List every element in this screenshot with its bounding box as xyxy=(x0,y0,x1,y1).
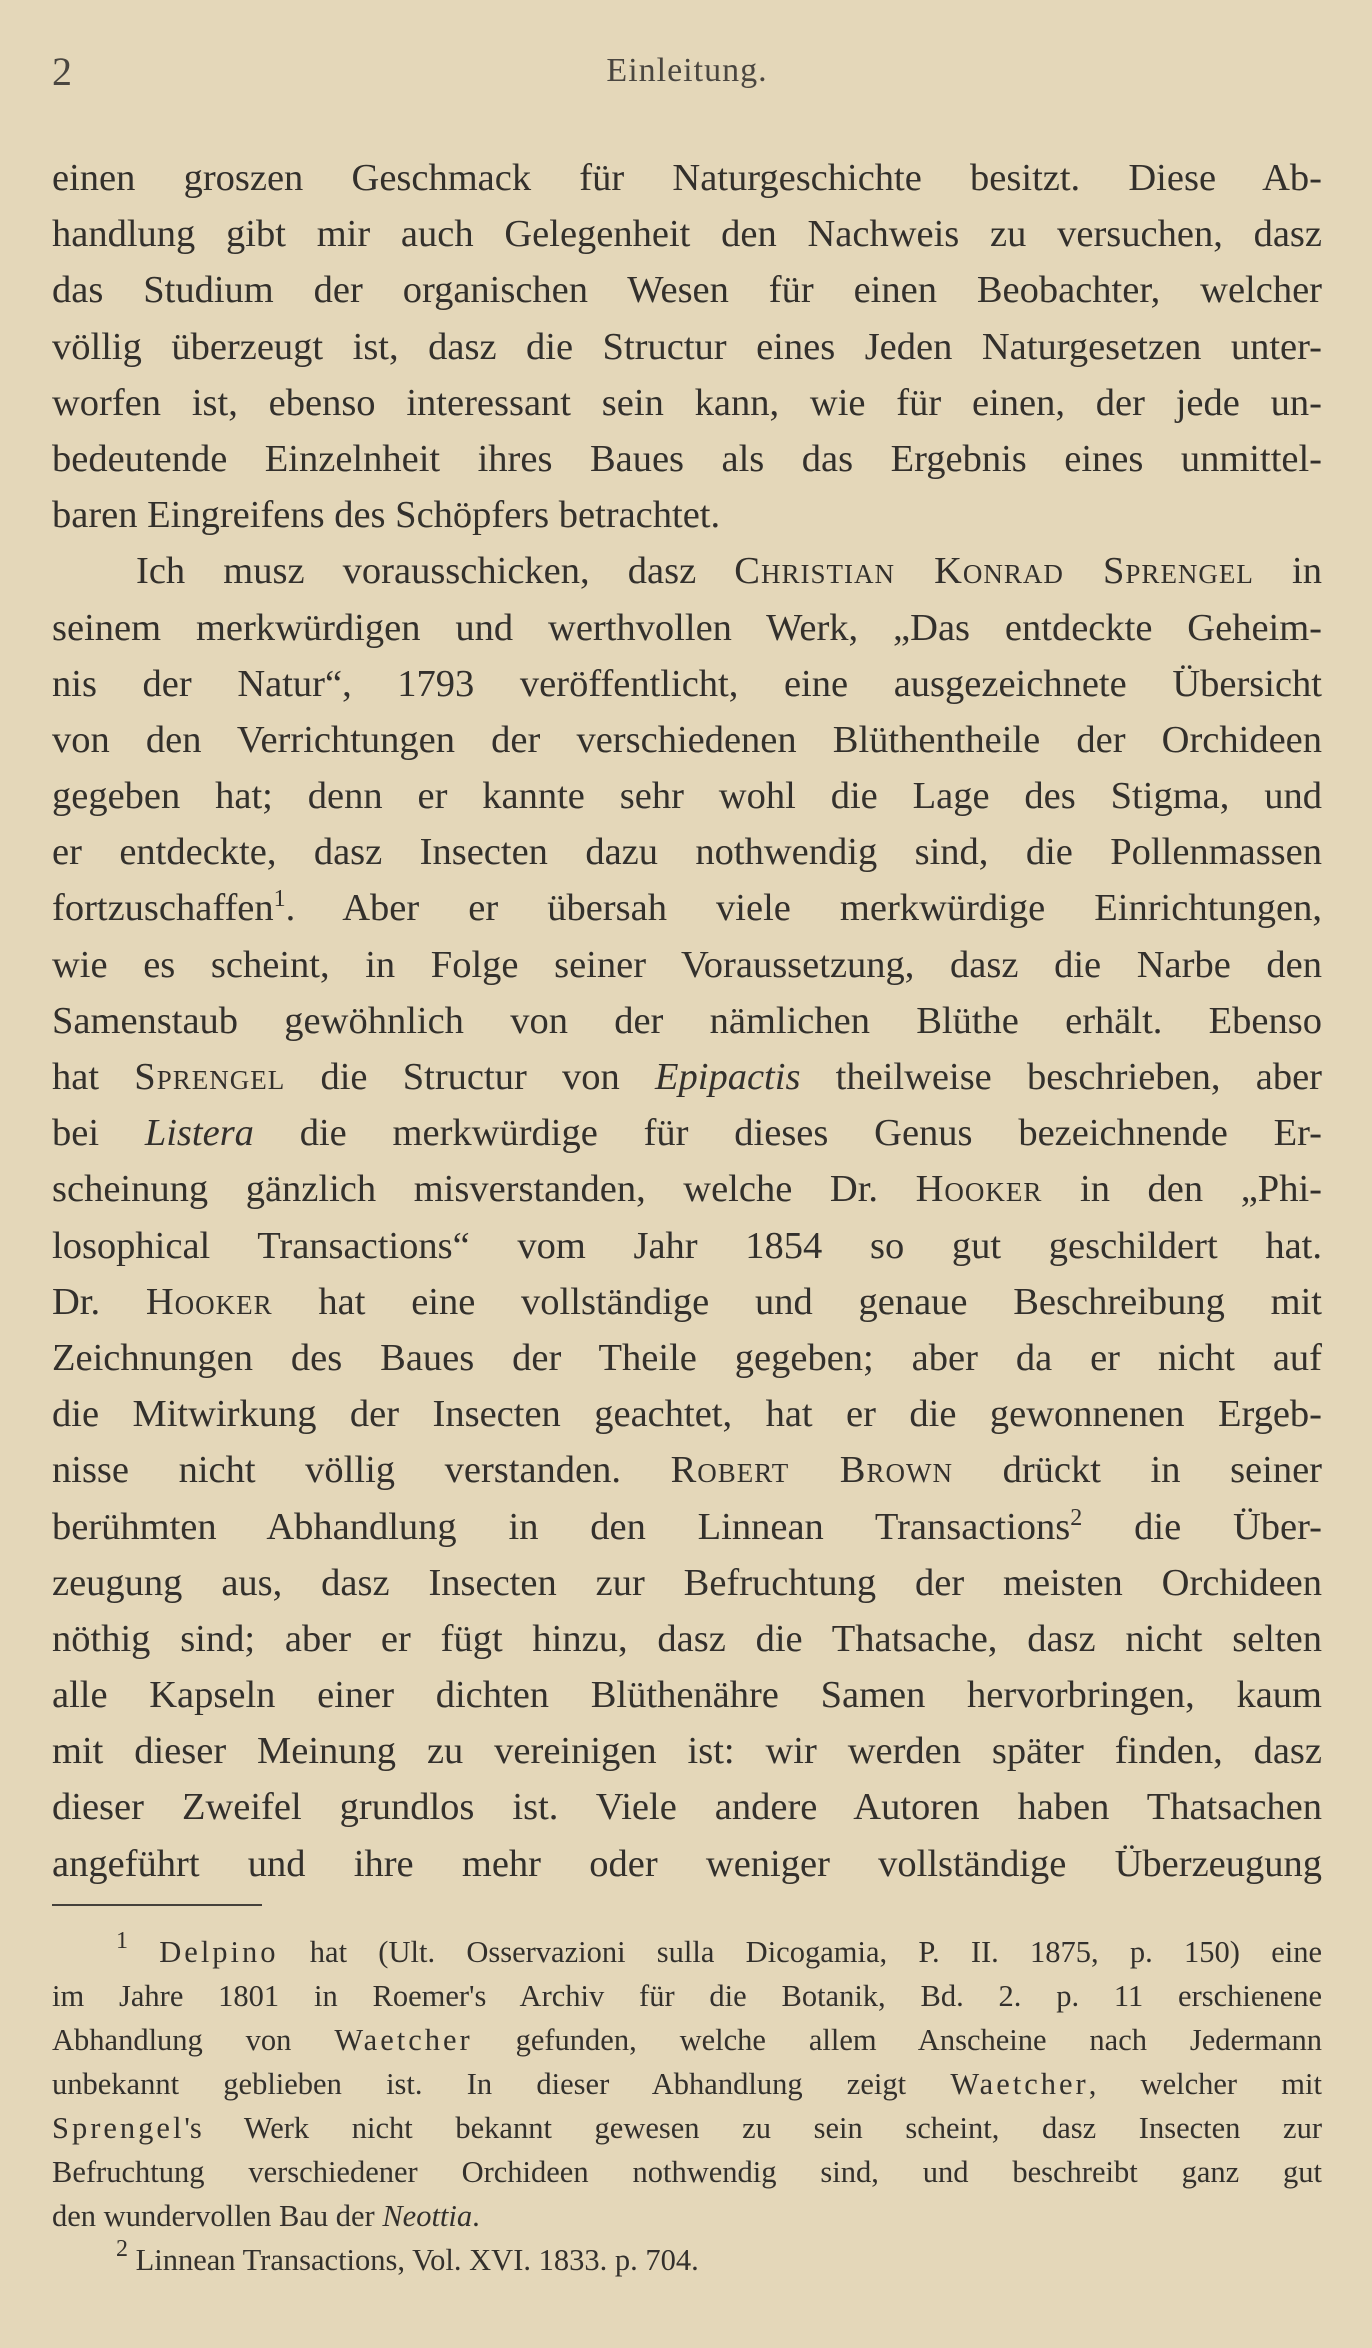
text-line: angeführt und ihre mehr oder weniger vollständige Überzeugung xyxy=(52,1842,1322,1885)
text-line: die Mitwirkung der Insecten geachtet, hat er die gewonnenen Ergeb- xyxy=(52,1393,1322,1436)
text-line xyxy=(52,1499,1322,1555)
text-line: dieser Zweifel grundlos ist. Viele andere Autoren haben Thatsachen xyxy=(52,1786,1322,1829)
text-line: alle Kapseln einer dichten Blüthenähre Samen hervorbringen, kaum xyxy=(52,1674,1322,1717)
text-run: gefunden, welche allem Anscheine nach Jedermann xyxy=(472,2023,1322,2057)
text-run: , welcher mit xyxy=(1088,2067,1322,2101)
text-run: . xyxy=(472,2199,480,2233)
footnotes xyxy=(52,1930,1322,2282)
footnote-marker: 2 xyxy=(116,2236,128,2262)
text-run: hat eine vollständige und genaue Beschreibung mit xyxy=(272,1280,1323,1323)
text-run: . Aber er übersah viele merkwürdige Einrichtungen, xyxy=(285,887,1322,930)
text-line: gegeben hat; denn er kannte sehr wohl die Lage des Stigma, und xyxy=(52,775,1322,818)
text-line: handlung gibt mir auch Gelegenheit den Nachweis zu versuchen, dasz xyxy=(52,213,1322,256)
author-name: Hooker xyxy=(915,1168,1043,1211)
text-run: Ich musz vorausschicken, dasz xyxy=(136,550,735,593)
text-line: Samenstaub gewöhnlich von der nämlichen Blüthe erhält. Ebenso xyxy=(52,999,1322,1042)
footnote-line: Befruchtung verschiedener Orchideen nothwendig sind, und beschreibt ganz gut xyxy=(52,2155,1322,2189)
text-line: worfen ist, ebenso interessant sein kann, wie für einen, der jede un- xyxy=(52,381,1322,424)
text-run: theilweise beschrieben, aber xyxy=(800,1056,1322,1098)
genus-name: Listera xyxy=(144,1112,254,1155)
main-text xyxy=(52,150,1322,1892)
text-line xyxy=(52,880,1322,936)
text-line: mit dieser Meinung zu vereinigen ist: wir werden später finden, dasz xyxy=(52,1730,1322,1773)
text-run: berühmten Abhandlung in den Linnean Transactions xyxy=(52,1505,1071,1548)
running-head xyxy=(52,48,1322,98)
text-run: hat xyxy=(52,1056,135,1098)
text-run: fortzuschaffen xyxy=(52,887,274,930)
text-line: nis der Natur“, 1793 veröffentlicht, eine ausgezeichnete Übersicht xyxy=(52,662,1322,705)
footnote-line xyxy=(52,2018,1322,2062)
text-line: das Studium der organischen Wesen für einen Beobachter, welcher xyxy=(52,269,1322,312)
text-line xyxy=(52,1049,1322,1105)
text-line: Zeichnungen des Baues der Theile gegeben; aber da er nicht auf xyxy=(52,1336,1322,1379)
footnote-divider xyxy=(52,1904,262,1906)
text-run: die Über- xyxy=(1082,1505,1322,1548)
text-line xyxy=(52,1442,1322,1498)
text-run: die Structur von xyxy=(285,1056,655,1098)
footnote-marker: 1 xyxy=(116,1928,128,1954)
text-line: wie es scheint, in Folge seiner Voraussetzung, dasz die Narbe den xyxy=(52,943,1322,986)
author-name: Christian Konrad Sprengel xyxy=(734,550,1254,593)
author-name: Hooker xyxy=(145,1280,273,1323)
footnote-line xyxy=(52,2062,1322,2106)
footnote-line: im Jahre 1801 in Roemer's Archiv für die Botanik, Bd. 2. p. 11 erschienene xyxy=(52,1979,1322,2013)
text-line: von den Verrichtungen der verschiedenen Blüthentheile der Orchideen xyxy=(52,718,1322,761)
footnote-1 xyxy=(52,1930,1322,1974)
text-run: 's Werk nicht bekannt gewesen zu sein scheint, dasz Insecten zur xyxy=(184,2111,1322,2145)
text-run: Dr. xyxy=(52,1280,146,1323)
footnote-2 xyxy=(52,2238,1322,2282)
text-line: zeugung aus, dasz Insecten zur Befruchtung der meisten Orchideen xyxy=(52,1561,1322,1604)
text-line xyxy=(52,1161,1322,1217)
running-title: Einleitung. xyxy=(606,52,768,89)
footnote-ref: 1 xyxy=(273,886,286,913)
footnote-line xyxy=(52,2106,1322,2150)
text-line: einen groszen Geschmack für Naturgeschichte besitzt. Diese Ab- xyxy=(52,157,1322,199)
author-name: Robert Brown xyxy=(670,1449,953,1492)
footnote-ref: 2 xyxy=(1070,1504,1083,1531)
text-run: drückt in seiner xyxy=(952,1449,1323,1492)
text-line xyxy=(52,1274,1322,1330)
text-run: in den „Phi- xyxy=(1042,1168,1322,1211)
author-name: Sprengel xyxy=(134,1056,286,1098)
author-name: Waetcher xyxy=(334,2023,473,2057)
text-run: unbekannt geblieben ist. In dieser Abhandlung zeigt xyxy=(52,2067,951,2101)
author-name: Waetcher xyxy=(950,2067,1089,2101)
text-line: losophical Transactions“ vom Jahr 1854 so gut geschildert hat. xyxy=(52,1224,1322,1267)
text-run: die merkwürdige für dieses Genus bezeichnende Er- xyxy=(253,1112,1322,1155)
text-run: in xyxy=(1253,550,1322,593)
author-name: Sprengel xyxy=(52,2111,185,2145)
page-number: 2 xyxy=(52,49,72,94)
genus-name: Epipactis xyxy=(655,1056,801,1098)
text-run: nisse nicht völlig verstanden. xyxy=(52,1449,671,1492)
text-run: den wundervollen Bau der xyxy=(52,2199,383,2233)
author-name: Delpino xyxy=(159,1935,279,1969)
text-line: bedeutende Einzelnheit ihres Baues als das Ergebnis eines unmittel- xyxy=(52,437,1322,480)
text-run: scheinung gänzlich misverstanden, welche Dr. xyxy=(52,1168,916,1211)
text-run: Linnean Transactions, Vol. XVI. 1833. p. 704. xyxy=(128,2243,699,2277)
text-line: er entdeckte, dasz Insecten dazu nothwendig sind, die Pollenmassen xyxy=(52,831,1322,874)
genus-name: Neottia xyxy=(382,2199,473,2233)
text-line: nöthig sind; aber er fügt hinzu, dasz die Thatsache, dasz nicht selten xyxy=(52,1617,1322,1660)
footnote-line xyxy=(52,2194,1322,2238)
text-run: hat (Ult. Osservazioni sulla Dicogamia, P. II. 1875, p. 150) eine xyxy=(278,1935,1323,1969)
text-run: Abhandlung von xyxy=(52,2023,335,2057)
text-line: baren Eingreifens des Schöpfers betrachtet. xyxy=(52,494,721,537)
text-line xyxy=(52,543,1322,599)
text-run: bei xyxy=(52,1112,145,1155)
text-line: völlig überzeugt ist, dasz die Structur eines Jeden Naturgesetzen unter- xyxy=(52,325,1322,368)
text-line xyxy=(52,1105,1322,1161)
text-line: seinem merkwürdigen und werthvollen Werk, „Das entdeckte Geheim- xyxy=(52,606,1322,649)
